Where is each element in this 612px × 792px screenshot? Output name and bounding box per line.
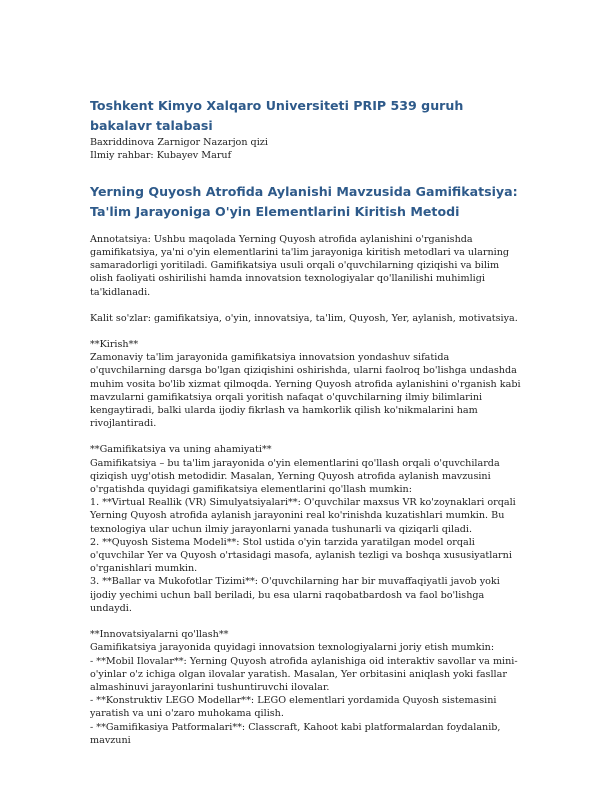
intro-heading: **Kirish** bbox=[90, 339, 139, 351]
intro-paragraph: Zamonaviy ta'lim jarayonida gamifikatsiya innovatsion yondashuv sifatida o'quvchilarning darsga bo'lgan qiziqishini oshirishda, ularni faolroq bo'lishga undashda muhim vosita bo'lib xizmat qilmoqda. Yerning Quyosh atrofida aylanishini o'rganish kabi mavzularni gamifikatsiya orqali yoritish nafaqat o'quvchilarning ilmiy bilimlarini kengaytiradi, balki ularda ijodiy fikrlash va hamkorlik qilish ko'nikmalarini ham rivojlantiradi. bbox=[90, 352, 521, 430]
author-name: Baxriddinova Zarnigor Nazarjon qizi bbox=[90, 137, 268, 148]
article-title: Yerning Quyosh Atrofida Aylanishi Mavzusida Gamifikatsiya: Ta'lim Jarayoniga O'yin Elementlarini Kiritish Metodi bbox=[90, 183, 518, 220]
document-page bbox=[90, 96, 522, 747]
header-block bbox=[90, 96, 522, 163]
list-item: - **Mobil Ilovalar**: Yerning Quyosh atrofida aylanishiga oid interaktiv savollar va mini-o'yinlar o'z ichiga olgan ilovalar yaratish. Masalan, Yer orbitasini aniqlash yoki fasllar almashinuvi jarayonlarini tushuntiruvchi ilovalar. bbox=[90, 655, 518, 693]
list-item: 1. **Virtual Reallik (VR) Simulyatsiyalari**: O'quvchilar maxsus VR ko'zoynaklari orqali Yerning Quyosh atrofida aylanish jarayonini real ko'rinishda kuzatishlari mumkin. Bu texnologiya ular uchun ilmiy jarayonlarni yanada tushunarli va qiziqarli qiladi. bbox=[90, 497, 516, 535]
spacer bbox=[90, 615, 522, 628]
spacer bbox=[90, 430, 522, 443]
supervisor-name: Ilmiy rahbar: Kubayev Maruf bbox=[90, 150, 232, 162]
list-item: 2. **Quyosh Sistema Modeli**: Stol ustida o'yin tarzida yaratilgan model orqali o'quvchilar Yer va Quyosh o'rtasidagi masofa, aylanish tezligi va boshqa xususiyatlarni o'rganishlari mumkin. bbox=[90, 536, 512, 575]
keywords-paragraph: Kalit so'zlar: gamifikatsiya, o'yin, innovatsiya, ta'lim, Quyosh, Yer, aylanish, motivatsiya. bbox=[90, 312, 518, 324]
abstract-paragraph: Annotatsiya: Ushbu maqolada Yerning Quyosh atrofida aylanishini o'rganishda gamifikatsiya, ya'ni o'yin elementlarini ta'lim jarayoniga kiritish metodlari va ularning samaradorligi yoritiladi. Gamifikatsiya usuli orqali o'quvchilarning qiziqishi va bilim olish faoliyati oshirilishi hamda innovatsion texnologiyalar qo'llanilishi muhimligi ta'kidlanadi. bbox=[90, 233, 510, 298]
list-item: 3. **Ballar va Mukofotlar Tizimi**: O'quvchilarning har bir muvaffaqiyatli javob yoki ijodiy yechimi uchun ball beriladi, bu esa ularni raqobatbardosh va faol bo'lishga undaydi. bbox=[90, 576, 500, 614]
importance-heading: **Gamifikatsiya va uning ahamiyati** bbox=[90, 444, 272, 456]
innovations-paragraph: Gamifikatsiya jarayonida quyidagi innovatsion texnologiyalarni joriy etish mumkin: bbox=[90, 642, 495, 654]
institution-heading: Toshkent Kimyo Xalqaro Universiteti PRIP 539 guruh bakalavr talabasi bbox=[90, 98, 464, 133]
spacer bbox=[90, 325, 522, 338]
spacer bbox=[90, 299, 522, 312]
innovations-heading: **Innovatsiyalarni qo'llash** bbox=[90, 629, 229, 641]
list-item: - **Gamifikasiya Patformalari**: Classcraft, Kahoot kabi platformalardan foydalanib, mavzuni bbox=[90, 721, 501, 746]
importance-paragraph: Gamifikatsiya – bu ta'lim jarayonida o'yin elementlarini qo'llash orqali o'quvchilarda qiziqish uyg'otish metodidir. Masalan, Yerning Quyosh atrofida aylanish mavzusini o'rgatishda quyidagi gamifikatsiya elementlarini qo'llash mumkin: bbox=[90, 457, 500, 496]
list-item: - **Konstruktiv LEGO Modellar**: LEGO elementlari yordamida Quyosh sistemasini yaratish va uni o'zaro muhokama qilish. bbox=[90, 695, 497, 720]
